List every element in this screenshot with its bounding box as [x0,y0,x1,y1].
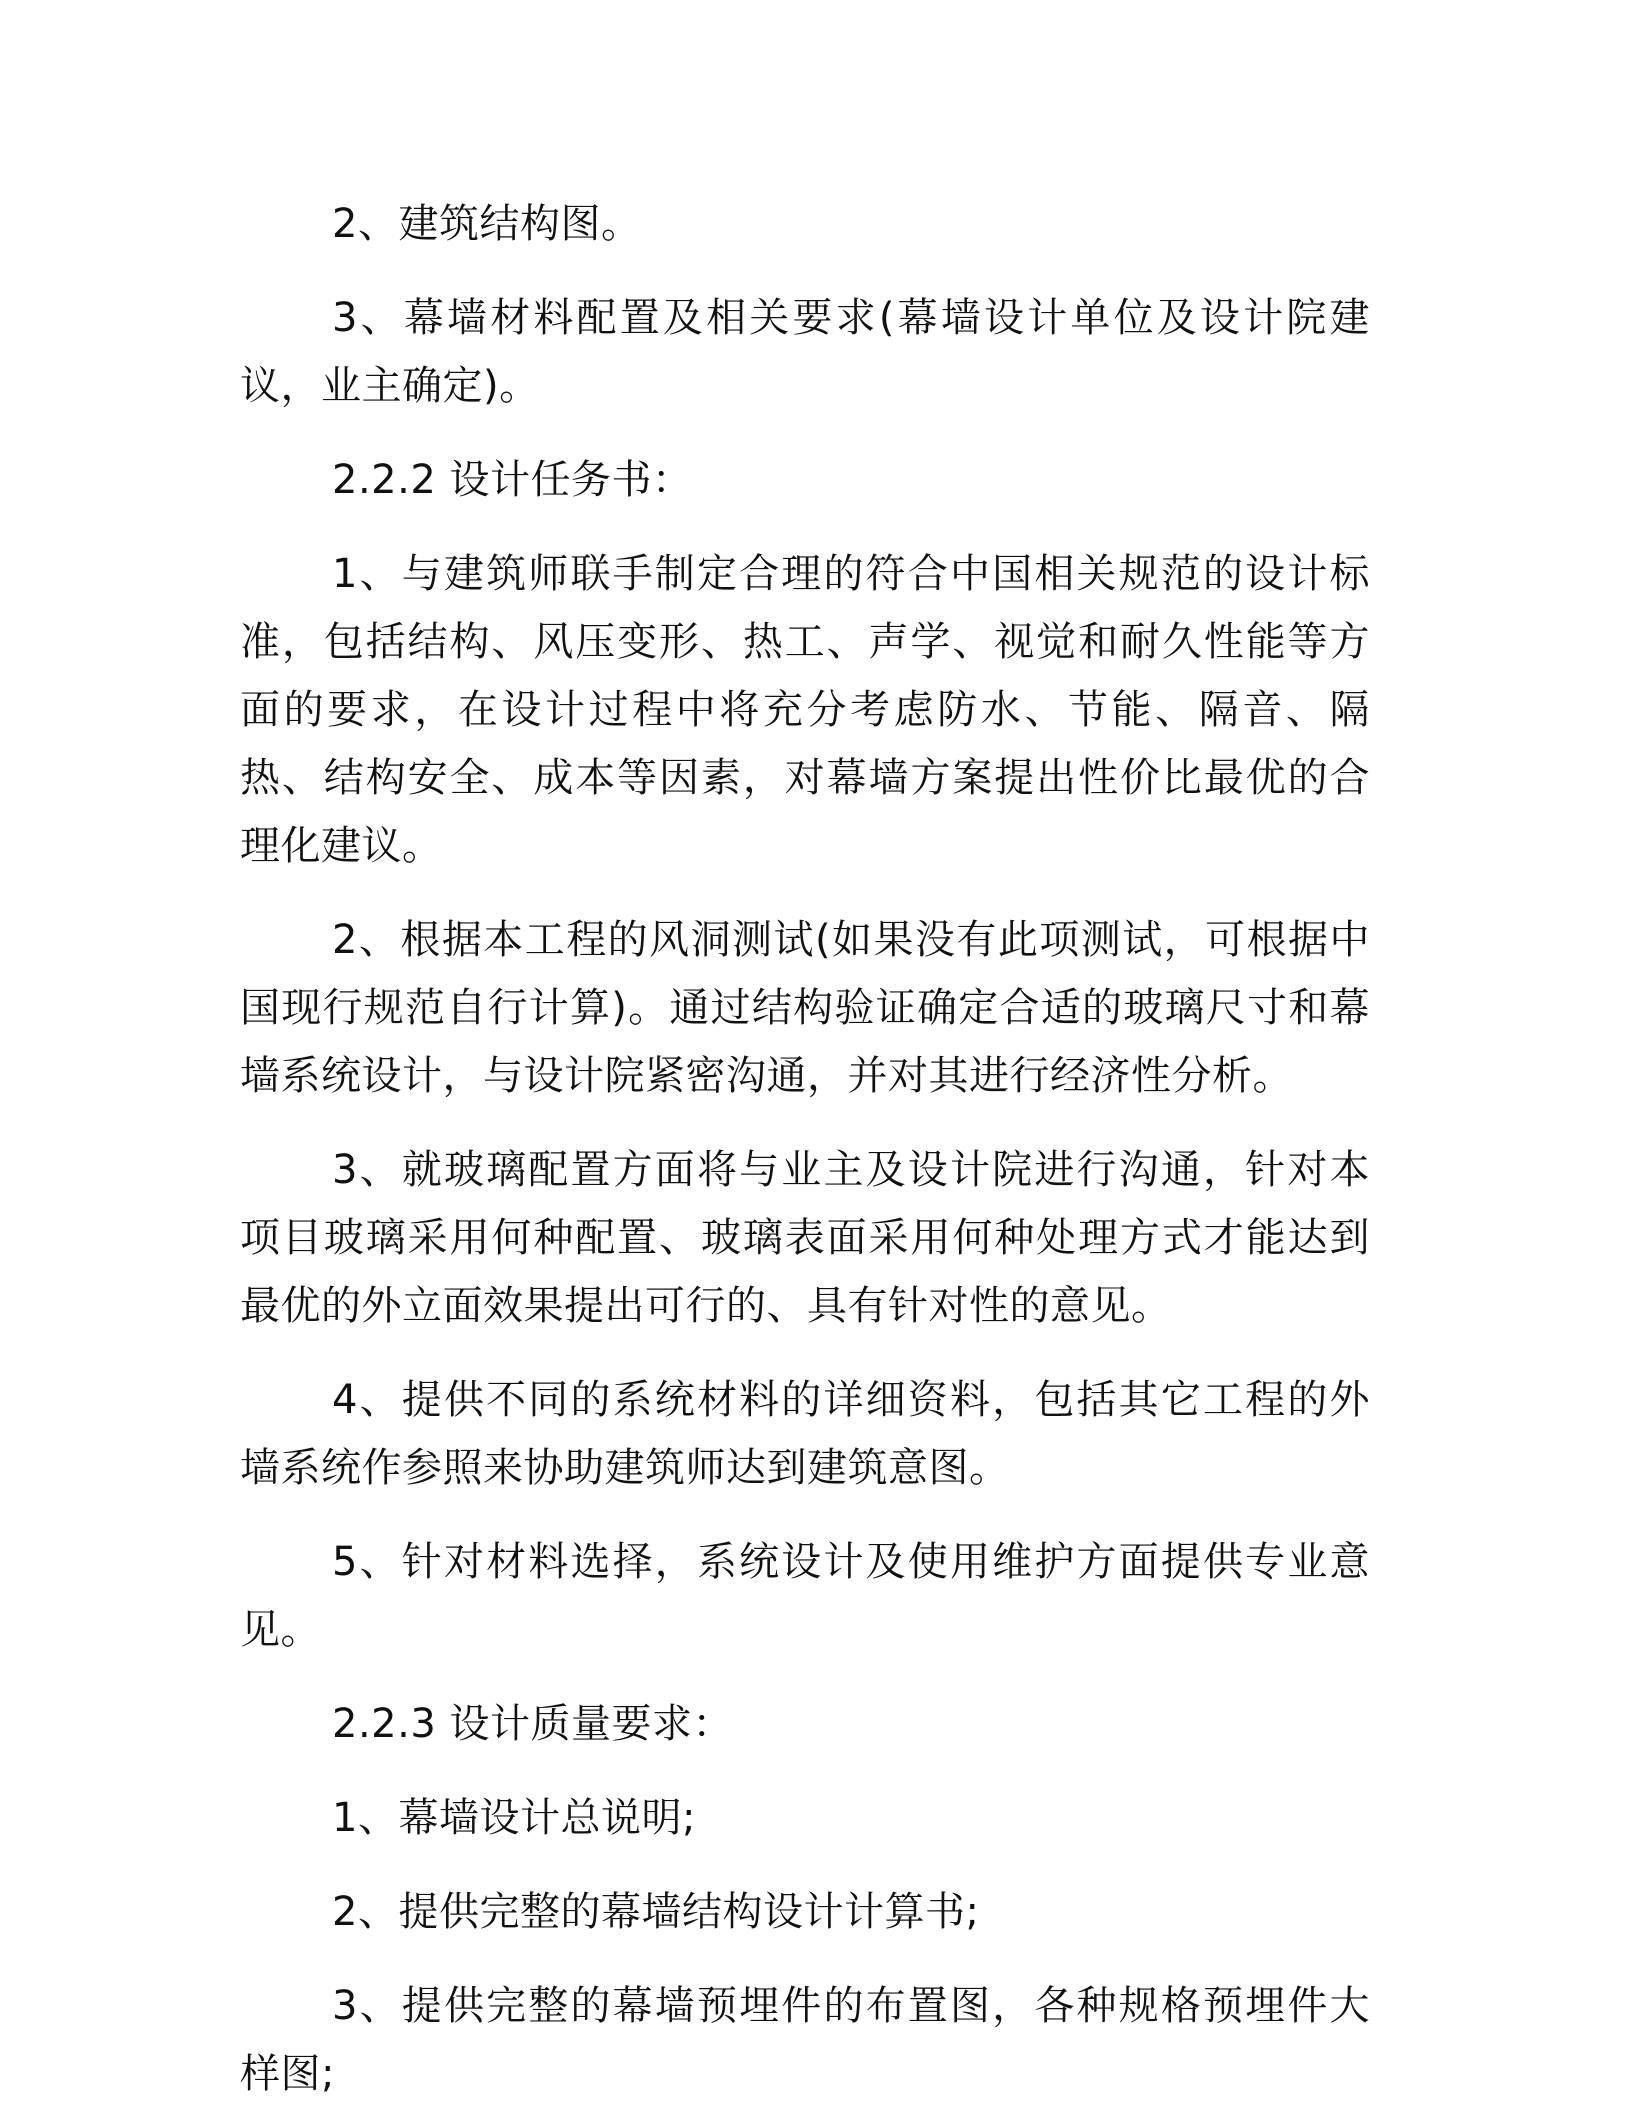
paragraph-task-5: 5、针对材料选择，系统设计及使用维护方面提供专业意见。 [240,1539,1370,1653]
paragraph-task-1: 1、与建筑师联手制定合理的符合中国相关规范的设计标准，包括结构、风压变形、热工、声学、视觉和耐久性能等方面的要求，在设计过程中将充分考虑防水、节能、隔音、隔热、结构安全、成本等因素，对幕墙方案提出性价比最优的合理化建议。 [240,551,1370,869]
paragraph-task-3: 3、就玻璃配置方面将与业主及设计院进行沟通，针对本项目玻璃采用何种配置、玻璃表面采用何种处理方式才能达到最优的外立面效果提出可行的、具有针对性的意见。 [240,1147,1370,1329]
paragraph-quality-1: 1、幕墙设计总说明; [332,1795,696,1841]
paragraph-item-3-materials: 3、幕墙材料配置及相关要求(幕墙设计单位及设计院建议，业主确定)。 [240,295,1370,409]
document-page [240,190,1370,2108]
section-heading-2-2-3: 2.2.3 设计质量要求： [332,1701,733,1747]
paragraph-item-2: 2、建筑结构图。 [332,201,642,247]
paragraph-task-4: 4、提供不同的系统材料的详细资料，包括其它工程的外墙系统作参照来协助建筑师达到建筑意图。 [240,1377,1370,1491]
paragraph-quality-3: 3、提供完整的幕墙预埋件的布置图，各种规格预埋件大样图; [240,1983,1370,2097]
section-heading-2-2-2: 2.2.2 设计任务书： [332,457,693,503]
paragraph-quality-2: 2、提供完整的幕墙结构设计计算书; [332,1889,980,1935]
paragraph-task-2: 2、根据本工程的风洞测试(如果没有此项测试，可根据中国现行规范自行计算)。通过结构验证确定合适的玻璃尺寸和幕墙系统设计，与设计院紧密沟通，并对其进行经济性分析。 [240,917,1370,1099]
